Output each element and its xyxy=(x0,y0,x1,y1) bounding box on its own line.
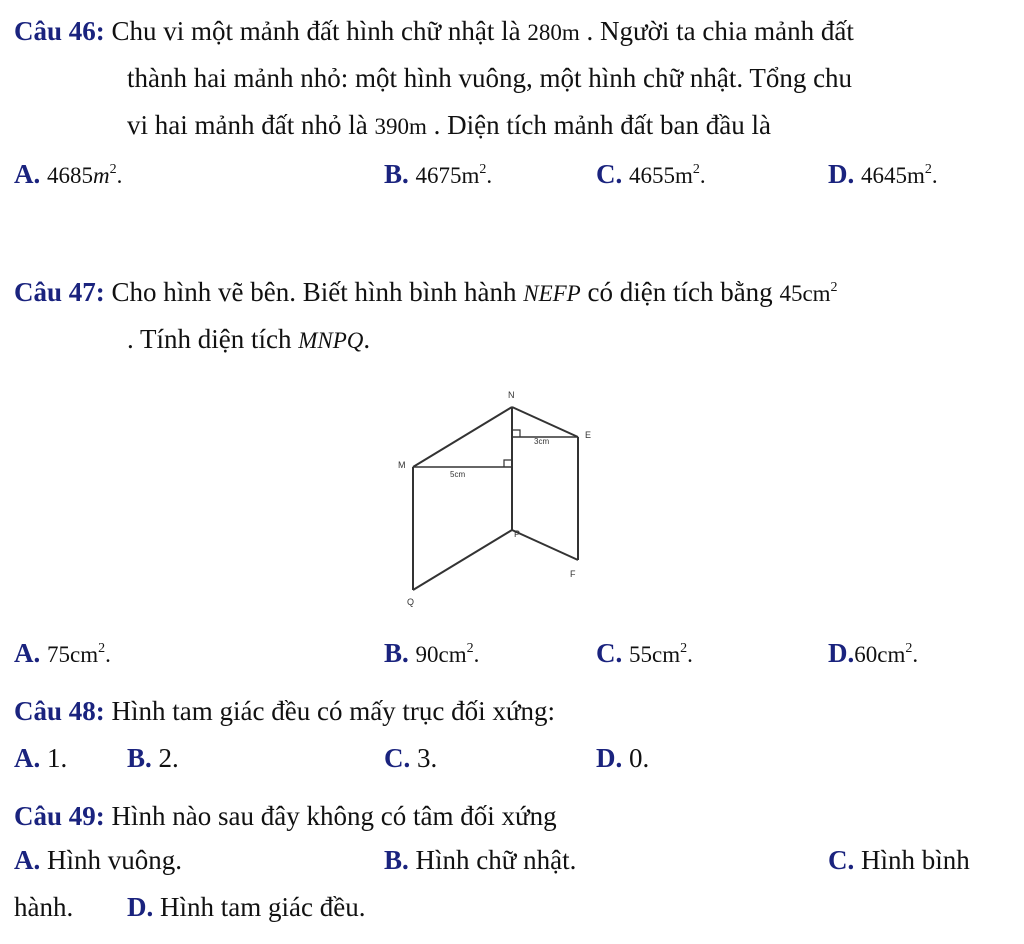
option-text: 0. xyxy=(629,743,650,773)
q49-option-d[interactable] xyxy=(127,890,365,924)
q47-text-1b: có diện tích bằng xyxy=(587,277,773,307)
q47-text-2b: . xyxy=(363,324,371,354)
option-text: 1. xyxy=(47,743,68,773)
q48-option-a[interactable] xyxy=(14,741,67,775)
q47-area: 45cm xyxy=(779,281,831,306)
label-P: P xyxy=(514,529,521,539)
option-end: . xyxy=(473,642,480,667)
option-letter: D. xyxy=(828,638,855,668)
label-E: E xyxy=(585,430,592,440)
q46-option-d[interactable] xyxy=(828,157,938,193)
option-text: 2. xyxy=(158,743,179,773)
edge-NE xyxy=(512,407,578,437)
q48-label: Câu 48: xyxy=(14,696,105,726)
label-F: F xyxy=(570,569,576,579)
option-letter: D. xyxy=(596,743,623,773)
option-letter: A. xyxy=(14,638,41,668)
q46-perimeter: 280m xyxy=(527,20,580,45)
option-unit: m xyxy=(907,163,925,188)
option-letter: D. xyxy=(828,159,855,189)
option-unit: m xyxy=(461,163,480,188)
option-letter: B. xyxy=(384,845,409,875)
option-letter: B. xyxy=(384,638,409,668)
q48-option-c[interactable] xyxy=(384,741,437,775)
option-exp: 2 xyxy=(680,641,688,656)
q47-area-exp: 2 xyxy=(830,280,838,295)
q48-text: Hình tam giác đều có mấy trục đối xứng: xyxy=(111,696,556,726)
length-lower: 5cm xyxy=(450,470,466,479)
option-text: Hình chữ nhật. xyxy=(415,845,577,875)
option-exp: 2 xyxy=(479,162,487,177)
q47-line1 xyxy=(14,275,838,311)
q46-line1 xyxy=(14,14,854,50)
option-end: . xyxy=(116,163,123,188)
q47-line2 xyxy=(127,322,370,358)
option-value: 4645 xyxy=(861,163,907,188)
q47-label: Câu 47: xyxy=(14,277,105,307)
option-letter: C. xyxy=(596,159,623,189)
q49-option-b[interactable] xyxy=(384,843,576,877)
option-letter: A. xyxy=(14,845,41,875)
option-exp: 2 xyxy=(905,641,913,656)
q47-option-d[interactable] xyxy=(828,636,918,672)
q46-text-1b: . Người ta chia mảnh đất xyxy=(586,16,854,46)
q48-option-b[interactable] xyxy=(127,741,179,775)
q47-option-c[interactable] xyxy=(596,636,693,672)
option-end: . xyxy=(105,642,111,667)
q46-text-1: Chu vi một mảnh đất hình chữ nhật là xyxy=(111,16,521,46)
q49-wrap-text: hành. xyxy=(14,892,74,922)
option-text: Hình bình xyxy=(861,845,970,875)
q48-line xyxy=(14,694,555,728)
option-unit: m xyxy=(675,163,693,188)
option-end: . xyxy=(931,163,938,188)
q47-shape2: MNPQ xyxy=(298,328,364,353)
option-letter: C. xyxy=(596,638,623,668)
option-exp: 2 xyxy=(109,162,117,177)
option-end: . xyxy=(687,642,693,667)
q46-option-a[interactable] xyxy=(14,157,122,193)
q49-line-wrap xyxy=(14,890,73,924)
q49-line xyxy=(14,799,557,833)
q47-option-b[interactable] xyxy=(384,636,479,672)
q46-text-3b: . Diện tích mảnh đất ban đầu là xyxy=(433,110,771,140)
q46-total: 390m xyxy=(374,114,427,139)
option-value: 90cm xyxy=(415,642,467,667)
q47-shape1: NEFP xyxy=(523,281,581,306)
option-letter: A. xyxy=(14,159,41,189)
q46-text-3: vi hai mảnh đất nhỏ là xyxy=(127,110,368,140)
q46-line3 xyxy=(127,108,771,144)
option-exp: 2 xyxy=(98,641,106,656)
label-N: N xyxy=(508,390,515,400)
edge-FP xyxy=(512,530,578,560)
right-angle-lower xyxy=(504,460,512,467)
q46-line2: thành hai mảnh nhỏ: một hình vuông, một hình chữ nhật. Tổng chu xyxy=(127,63,853,93)
edge-PQ xyxy=(413,530,512,590)
option-value: 4655 xyxy=(629,163,675,188)
q48-option-d[interactable] xyxy=(596,741,649,775)
edge-MN xyxy=(413,407,512,467)
option-letter: A. xyxy=(14,743,41,773)
q46-option-b[interactable] xyxy=(384,157,492,193)
geometry-figure xyxy=(380,380,610,610)
option-unit: m xyxy=(93,163,110,188)
q46-option-c[interactable] xyxy=(596,157,706,193)
q49-text: Hình nào sau đây không có tâm đối xứng xyxy=(111,801,557,831)
length-upper: 3cm xyxy=(534,437,550,446)
option-value: 4685 xyxy=(47,163,93,188)
option-text: Hình tam giác đều. xyxy=(160,892,366,922)
q47-text-2: . Tính diện tích xyxy=(127,324,292,354)
option-text: 3. xyxy=(417,743,438,773)
option-text: Hình vuông. xyxy=(47,845,182,875)
label-Q: Q xyxy=(407,597,415,607)
option-exp: 2 xyxy=(466,641,474,656)
option-letter: C. xyxy=(828,845,855,875)
option-letter: B. xyxy=(127,743,152,773)
option-letter: C. xyxy=(384,743,411,773)
option-end: . xyxy=(486,163,493,188)
right-angle-upper xyxy=(512,430,520,437)
option-value: 60cm xyxy=(854,642,906,667)
option-value: 4675 xyxy=(415,163,462,188)
q49-option-c[interactable] xyxy=(828,843,970,877)
label-M: M xyxy=(398,460,406,470)
option-exp: 2 xyxy=(692,162,700,177)
option-value: 75cm xyxy=(47,642,99,667)
option-end: . xyxy=(912,642,919,667)
q47-option-a[interactable] xyxy=(14,636,111,672)
q46-label: Câu 46: xyxy=(14,16,105,46)
option-end: . xyxy=(699,163,706,188)
option-letter: B. xyxy=(384,159,409,189)
q47-text-1: Cho hình vẽ bên. Biết hình bình hành xyxy=(111,277,517,307)
option-letter: D. xyxy=(127,892,154,922)
q49-label: Câu 49: xyxy=(14,801,105,831)
option-value: 55cm xyxy=(629,642,681,667)
option-exp: 2 xyxy=(924,162,932,177)
q49-option-a[interactable] xyxy=(14,843,182,877)
